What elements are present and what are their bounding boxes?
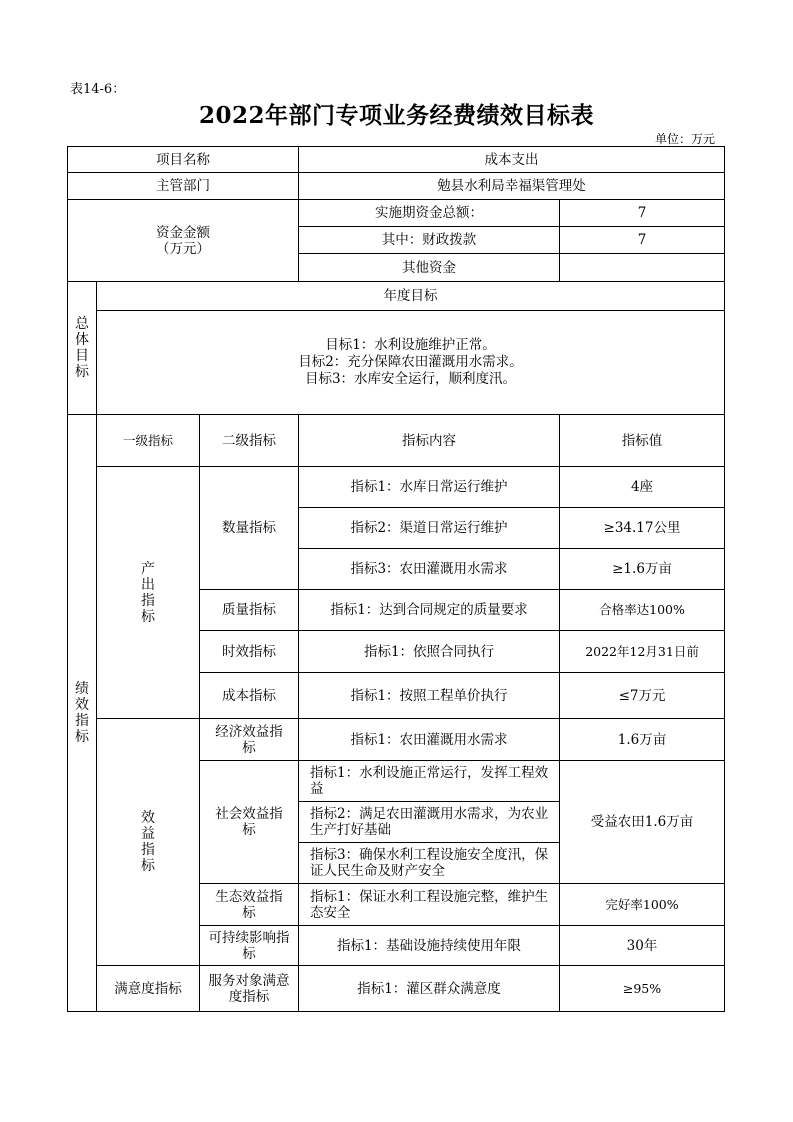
goal-item: 目标3：水库安全运行，顺利度汛。 [304,371,517,387]
project-name-label: 项目名称 [68,147,299,173]
funds-other-label: 其他资金 [299,254,560,282]
service-label: 服务对象满意度指标 [200,966,299,1012]
head-content: 指标内容 [299,415,560,467]
performance-target-table [67,146,725,1012]
cost-content: 指标1：按照工程单价执行 [299,673,560,719]
social-3-content: 指标3：确保水利工程设施安全度汛，保证人民生命及财产安全 [299,843,560,884]
q3-content: 指标3：农田灌溉用水需求 [299,549,560,590]
funds-label-line1: 资金金额 [156,224,210,241]
perf-side-label: 绩效指标 [68,415,97,1012]
funds-other-value [560,254,725,282]
page-title: 2022年部门专项业务经费绩效目标表 [198,102,594,129]
goal-item: 目标2：充分保障农田灌溉用水需求。 [298,354,523,370]
social-2-content: 指标2：满足农田灌溉用水需求，为农业生产打好基础 [299,802,560,843]
eco-content: 指标1：保证水利工程设施完整，维护生态安全 [299,884,560,926]
timeliness-label: 时效指标 [200,631,299,673]
q2-value: ≥34.17公里 [560,508,725,549]
output-label: 产出指标 [97,467,200,719]
annual-goal-content [97,311,725,415]
social-label: 社会效益指标 [200,761,299,884]
funds-total-label: 实施期资金总额： [299,200,560,227]
satisfaction-value: ≥95% [560,966,725,1012]
social-1-content: 指标1：水利设施正常运行，发挥工程效益 [299,761,560,802]
cost-label: 成本指标 [200,673,299,719]
table-number: 表14-6： [70,82,126,97]
head-value: 指标值 [560,415,725,467]
q1-content: 指标1：水库日常运行维护 [299,467,560,508]
satisfaction-label: 满意度指标 [97,966,200,1012]
q2-content: 指标2：渠道日常运行维护 [299,508,560,549]
quantity-label: 数量指标 [200,467,299,590]
dept-value: 勉县水利局幸福渠管理处 [299,173,725,200]
sustain-value: 30年 [560,926,725,966]
benefit-label: 效益指标 [97,719,200,966]
quality-value: 合格率达100% [560,590,725,631]
eco-value: 完好率100% [560,884,725,926]
economic-content: 指标1：农田灌溉用水需求 [299,719,560,761]
funds-label [68,200,299,282]
timeliness-value: 2022年12月31日前 [560,631,725,673]
project-name-value: 成本支出 [299,147,725,173]
q1-value: 4座 [560,467,725,508]
timeliness-content: 指标1：依照合同执行 [299,631,560,673]
quality-content: 指标1：达到合同规定的质量要求 [299,590,560,631]
cost-value: ≤7万元 [560,673,725,719]
annual-goal-label: 年度目标 [97,282,725,311]
goal-item: 目标1：水利设施维护正常。 [325,337,496,353]
sustain-label: 可持续影响指标 [200,926,299,966]
head-level2: 二级指标 [200,415,299,467]
quality-label: 质量指标 [200,590,299,631]
q3-value: ≥1.6万亩 [560,549,725,590]
funds-total-value: 7 [560,200,725,227]
overall-goal-side-label: 总体目标 [68,282,97,415]
social-value: 受益农田1.6万亩 [560,761,725,884]
eco-label: 生态效益指标 [200,884,299,926]
funds-fiscal-value: 7 [560,227,725,254]
funds-fiscal-label: 其中：财政拨款 [299,227,560,254]
unit-label: 单位：万元 [655,132,716,146]
funds-label-line2: （万元） [156,240,210,257]
economic-value: 1.6万亩 [560,719,725,761]
sustain-content: 指标1：基础设施持续使用年限 [299,926,560,966]
head-level1: 一级指标 [97,415,200,467]
satisfaction-content: 指标1：灌区群众满意度 [299,966,560,1012]
dept-label: 主管部门 [68,173,299,200]
economic-label: 经济效益指标 [200,719,299,761]
